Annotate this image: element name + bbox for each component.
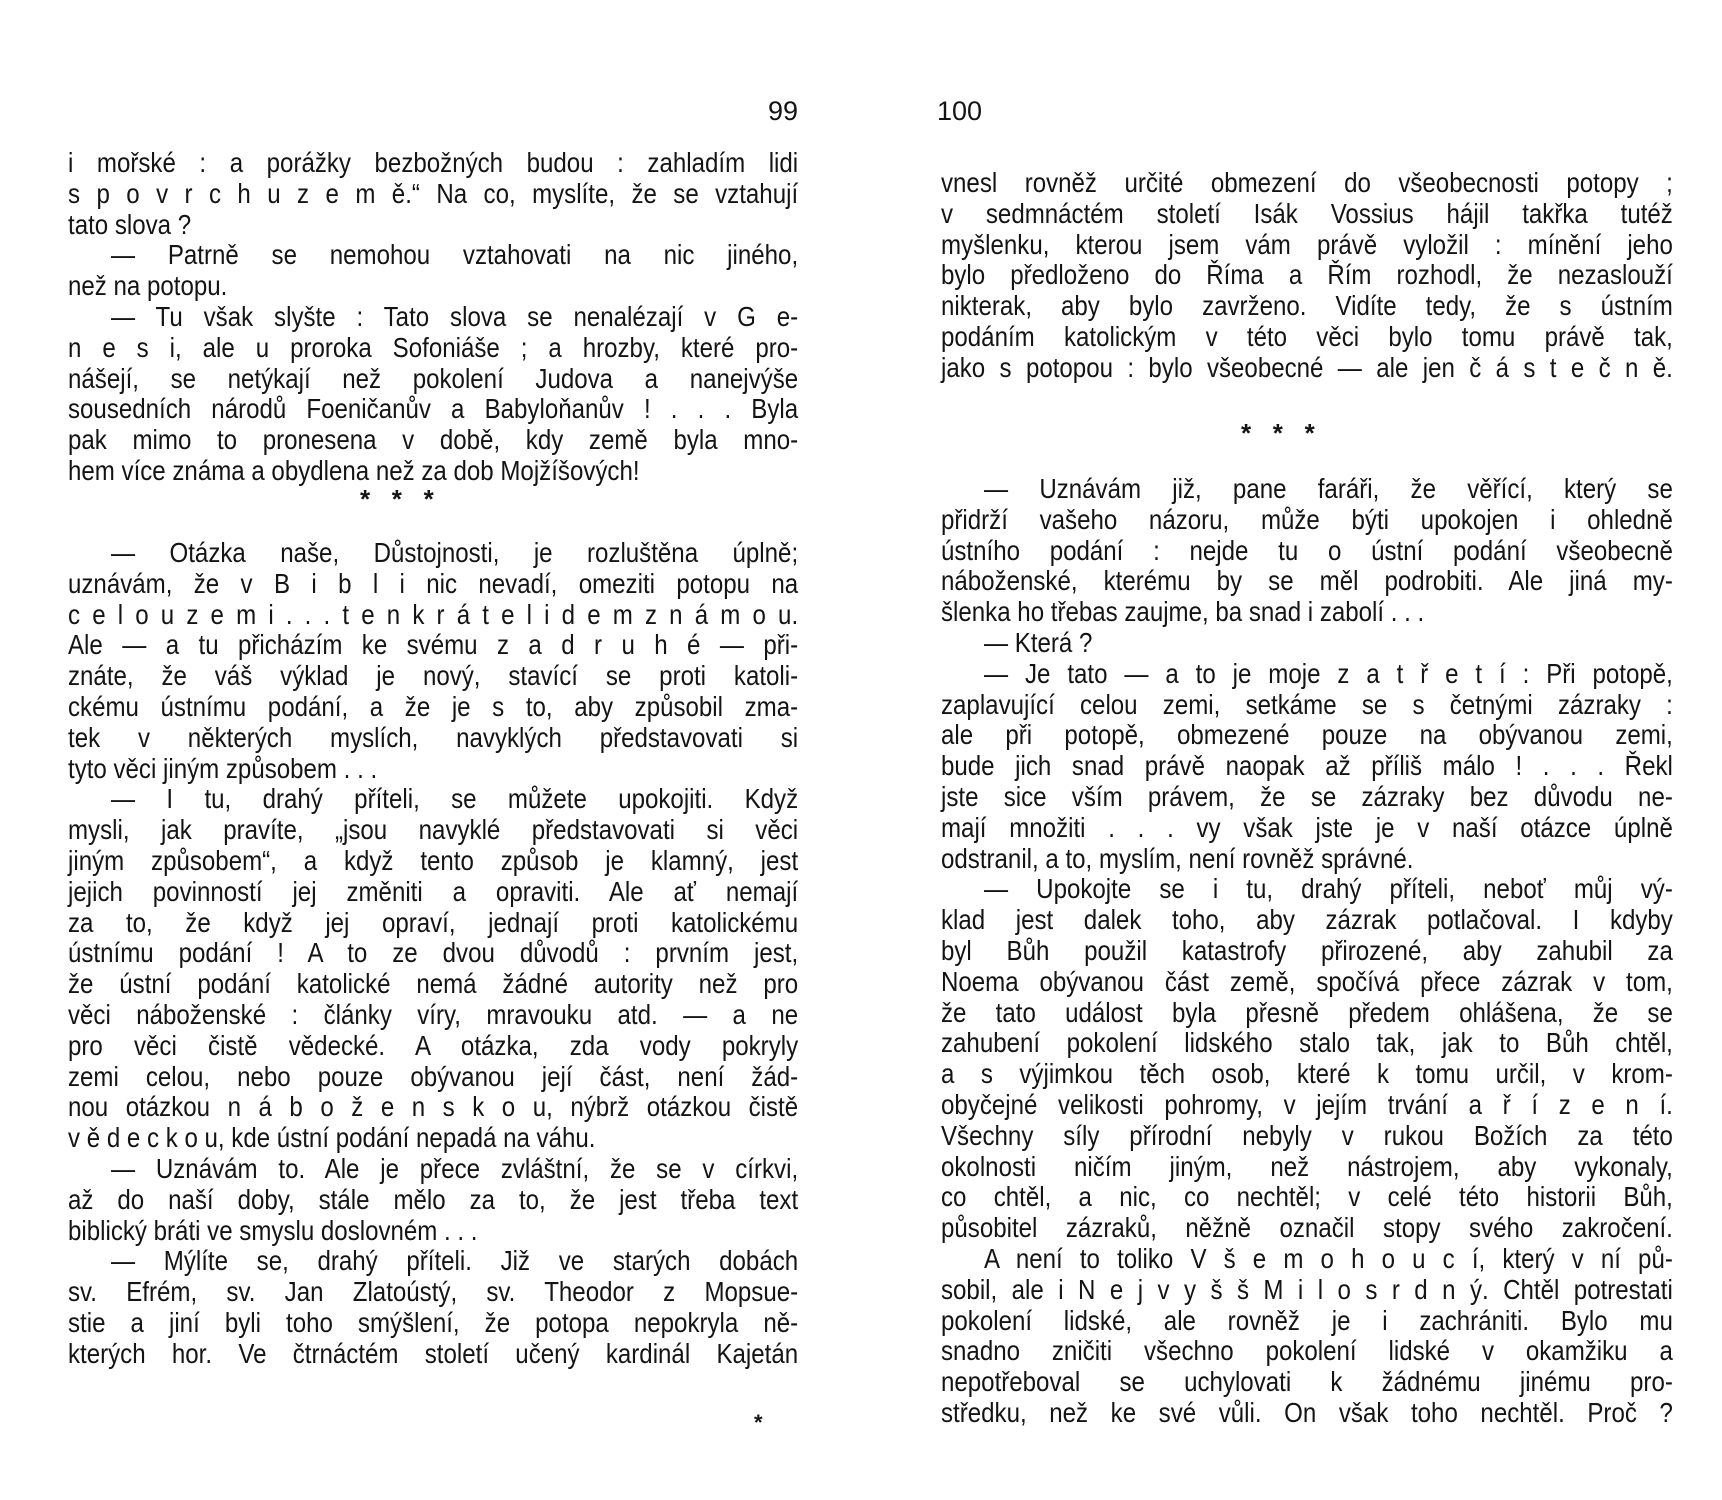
text-line: za to, že když jej opraví, jednají proti katolickému [68,906,799,938]
text-line: Noema obývanou část země, spočívá přece zázrak v tom, [941,965,1673,997]
text-line: — Uznávám to. Ale je přece zvláštní, že se v církvi, [111,1152,799,1184]
text-line: — Je tato — a to je moje z a t ř e t í : Při potopě, [984,657,1673,689]
text-block-main [941,474,1673,1429]
signature-mark: * [754,1410,763,1435]
text-line: sv. Efrém, sv. Jan Zlatoústý, sv. Theodor z Mopsue- [68,1276,799,1308]
text-line: přidrží vašeho názoru, může býti upokojen i ohledně [941,503,1673,535]
text-line: vnesl rovněž určité obmezení do všeobecnosti potopy ; [941,167,1673,198]
right-page [861,0,1722,1500]
text-line: klad jest dalek toho, aby zázrak potlačoval. I kdyby [941,904,1673,936]
text-line: byl Bůh použil katastrofy přirozené, aby zahubil za [941,934,1673,966]
text-line: — Tu však slyšte : Tato slova se nenalézají v G e- [111,300,799,332]
text-line: myšlenku, kterou jsem vám právě vyložil : mínění jeho [941,228,1673,260]
text-line: — Mýlíte se, drahý příteli. Již ve starých dobách [111,1245,799,1277]
text-line: ale při potopě, obmezené pouze na obývanou zemi, [941,719,1673,751]
text-line: jiným způsobem“, a když tento způsob je klamný, jest [68,844,799,876]
text-line: Všechny síly přírodní nebyly v rukou Božích za této [941,1119,1673,1151]
text-line: nikterak, aby bylo zavrženo. Vidíte tedy, že s ústním [941,290,1673,322]
text-line: c e l o u z e m i . . . t e n k r á t e l i d e m z n á m o u. [68,598,799,630]
text-line: okolnosti ničím jiným, než nástrojem, aby vykonaly, [941,1150,1673,1182]
text-line: tyto věci jiným způsobem . . . [68,752,378,784]
text-line: uznávám, že v B i b l i nic nevadí, omeziti potopu na [68,567,799,599]
text-line: mají množiti . . . vy však jste je v naší otázce úplně [941,811,1673,843]
text-line: A není to toliko V š e m o h o u c í, který v ní pů- [984,1242,1673,1274]
text-line: — Patrně se nemohou vztahovati na nic jiného, [111,239,799,271]
page-number: 100 [937,96,983,126]
text-line: působitel zázraků, něžně označil stopy svého zakročení. [941,1212,1673,1244]
text-line: zaplavující celou zemi, setkáme se s četnými zázraky : [941,688,1673,720]
text-line: v ě d e c k o u, kde ústní podání nepadá na váhu. [68,1122,596,1154]
text-block-top [68,148,798,487]
text-line: ústnímu podání ! A to ze dvou důvodů : prvním jest, [68,937,799,969]
text-line: obyčejné velikosti pohromy, v jejím trvání a ř í z e n í. [941,1088,1673,1120]
text-line: jako s potopou : bylo všeobecné — ale jen č á s t e č n ě. [941,351,1673,383]
text-line: ústního podání : nejde tu o ústní podání všeobecně [941,534,1673,566]
text-line: Ale — a tu přicházím ke svému z a d r u h é — při- [68,629,799,661]
text-line: ckému ústnímu podání, a že je s to, aby způsobil zma- [68,690,799,722]
text-line: bylo předloženo do Říma a Řím rozhodl, že nezaslouží [941,259,1673,291]
text-line: až do naší doby, stále mělo za to, že jest třeba text [68,1183,799,1215]
text-block-main [68,538,798,1370]
text-line: zemi celou, nebo pouze obývanou její část, není žád- [68,1060,799,1092]
section-separator: * * * [360,484,434,514]
text-line: i mořské : a porážky bezbožných budou : zahladím lidi [68,147,799,178]
text-line: v sedmnáctém století Isák Vossius hájil takřka tutéž [941,197,1673,229]
text-line: — Upokojte se i tu, drahý příteli, neboť můj vý- [984,873,1673,905]
text-line: že ústní podání katolické nemá žádné autority než pro [68,968,799,1000]
text-line: co chtěl, a nic, co nechtěl; v celé této historii Bůh, [941,1181,1673,1213]
text-line: že tato událost byla přesně předem ohlášena, že se [941,996,1673,1028]
text-line: n e s i, ale u proroka Sofoniáše ; a hrozby, které pro- [68,331,799,363]
text-block-top [941,168,1673,384]
text-line: než na potopu. [68,270,228,302]
text-line: hem více známa a obydlena než za dob Mojžíšových! [68,454,640,486]
page-number: 99 [768,96,799,126]
text-line: bude jich snad právě naopak až příliš málo ! . . . Řekl [941,750,1673,782]
text-line: středku, než ke své vůli. On však toho nechtěl. Proč ? [941,1396,1673,1428]
text-line: — I tu, drahý příteli, se můžete upokojiti. Když [111,783,799,815]
text-line: biblický bráti ve smyslu doslovném . . . [68,1214,478,1246]
text-line: pro věci čistě vědecké. A otázka, zda vody pokryly [68,1029,799,1061]
text-line: pak mimo to pronesena v době, kdy země byla mno- [68,424,799,456]
text-line: věci náboženské : články víry, mravouku atd. — a ne [68,998,799,1030]
text-line: snadno zničiti všechno pokolení lidské v okamžiku a [941,1335,1673,1367]
text-line: s p o v r c h u z e m ě.“ Na co, myslíte, že se vztahují [68,177,799,209]
text-line: — Otázka naše, Důstojnosti, je rozluštěna úplně; [111,537,799,568]
text-line: mysli, jak pravíte, „jsou navyklé představovati si věci [68,814,799,846]
text-line: znáte, že váš výklad je nový, stavící se proti katoli- [68,660,799,692]
text-line: stie a jiní byli toho smýšlení, že potopa nepokryla ně- [68,1306,799,1338]
text-line: sobil, ale i N e j v y š š M i l o s r d n ý. Chtěl potrestati [941,1273,1673,1305]
text-line: kterých hor. Ve čtrnáctém století učený kardinál Kajetán [68,1337,799,1369]
text-line: — Uznávám již, pane faráři, že věřící, který se [984,473,1673,504]
text-line: odstranil, a to, myslím, není rovněž správné. [941,842,1414,874]
text-line: tek v některých myslích, navyklých představovati si [68,721,799,753]
text-line: nepotřeboval se uchylovati k žádnému jinému pro- [941,1366,1673,1398]
text-line: náboženské, kterému by se měl podrobiti. Ale jiná my- [941,565,1673,597]
text-line: pokolení lidské, ale rovněž je i zachrániti. Bylo mu [941,1304,1673,1336]
text-line: zahubení pokolení lidského stalo tak, jak to Bůh chtěl, [941,1027,1673,1059]
text-line: nášejí, se netýkají než pokolení Judova a nanejvýše [68,362,799,394]
text-line: jste sice vším právem, že se zázraky bez důvodu ne- [941,780,1673,812]
text-line: podáním katolickým v této věci bylo tomu právě tak, [941,320,1673,352]
text-line: sousedních národů Foeničanův a Babyloňanův ! . . . Byla [68,393,799,425]
text-line: a s výjimkou těch osob, které k tomu určil, v krom- [941,1058,1673,1090]
text-line: nou otázkou n á b o ž e n s k o u, nýbrž otázkou čistě [68,1091,799,1123]
text-line: tato slova ? [68,208,192,240]
section-separator: * * * [1241,418,1315,448]
text-line: — Která ? [984,626,1093,658]
text-line: jejich povinností jej změniti a opraviti. Ale ať nemají [68,875,799,907]
text-line: šlenka ho třebas zaujme, ba snad i zabolí . . . [941,596,1425,628]
